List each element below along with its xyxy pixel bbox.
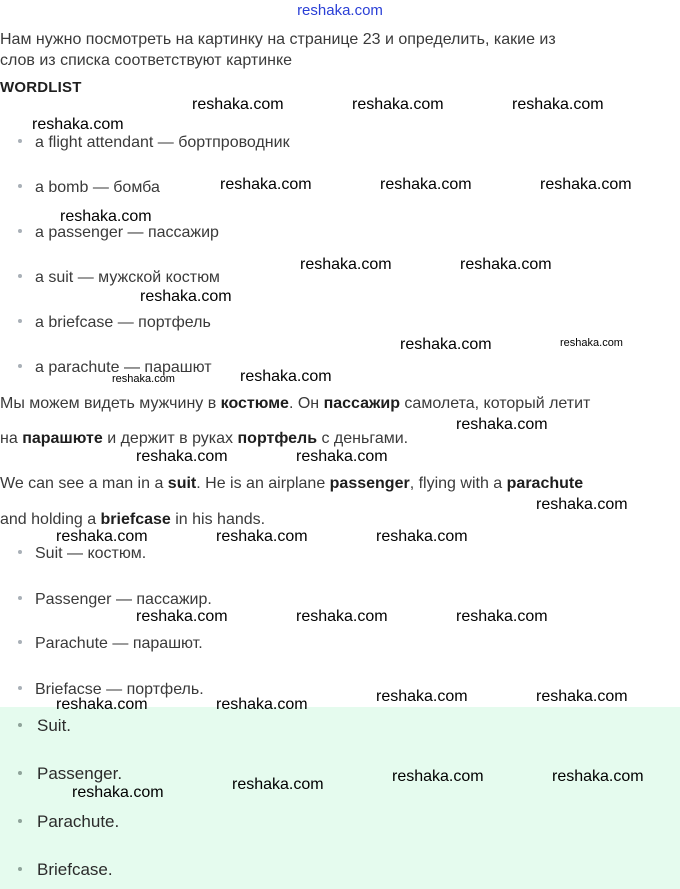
answer-item-text: Briefcase. xyxy=(37,860,113,879)
en-keyword: parachute xyxy=(506,475,584,492)
bullet-icon xyxy=(18,640,22,644)
bullet-icon xyxy=(18,319,22,323)
bullet-icon xyxy=(18,596,22,600)
translation-item-text: Parachute — парашют. xyxy=(35,635,203,652)
ru-keyword: костюме xyxy=(220,395,289,412)
bullet-icon xyxy=(18,819,22,823)
watermark: reshaka.com xyxy=(552,768,644,785)
bullet-icon xyxy=(18,364,22,368)
en-keyword: suit xyxy=(167,475,197,492)
watermark: reshaka.com xyxy=(112,373,175,385)
watermark: reshaka.com xyxy=(352,96,444,113)
translation-item-text: Briefacse — портфель. xyxy=(35,681,204,698)
wordlist-item-text: a parachute — парашют xyxy=(35,359,212,376)
bullet-icon xyxy=(18,550,22,554)
wordlist-item-text: a suit — мужской костюм xyxy=(35,269,220,286)
bullet-icon xyxy=(18,867,22,871)
ru-keyword: пассажир xyxy=(323,395,400,412)
wordlist-item xyxy=(18,314,211,332)
watermark: reshaka.com xyxy=(536,688,628,705)
watermark: reshaka.com xyxy=(376,688,468,705)
intro-cut-text: слов из списка соответствуют картинке xyxy=(0,56,293,69)
wordlist-item xyxy=(18,269,220,287)
answer-item xyxy=(18,764,122,784)
watermark: reshaka.com xyxy=(380,176,472,193)
watermark: reshaka.com xyxy=(512,96,604,113)
bullet-icon xyxy=(18,274,22,278)
watermark: reshaka.com xyxy=(56,528,148,545)
en-keyword: briefcase xyxy=(100,511,171,528)
bullet-icon xyxy=(18,771,22,775)
answer-item xyxy=(18,860,113,880)
translation-item-text: Suit — костюм. xyxy=(35,545,147,562)
answer-item-text: Parachute. xyxy=(37,812,120,831)
wordlist-item xyxy=(18,179,160,197)
translation-item xyxy=(18,591,212,609)
ru-paragraph-line-2: на парашюте и держит в руках портфель с деньгами. xyxy=(0,430,409,447)
translation-item-text: Passenger — пассажир. xyxy=(35,591,212,608)
en-keyword: passenger xyxy=(329,475,410,492)
wordlist-item-text: a passenger — пассажир xyxy=(35,224,219,241)
ru-paragraph-line-1: Мы можем видеть мужчину в костюме. Он пассажир самолета, который летит xyxy=(0,395,591,412)
answer-item xyxy=(18,812,119,832)
ru-keyword: парашюте xyxy=(22,430,103,447)
translation-item xyxy=(18,635,203,653)
watermark: reshaka.com xyxy=(540,176,632,193)
watermark: reshaka.com xyxy=(300,256,392,273)
watermark: reshaka.com xyxy=(216,528,308,545)
bullet-icon xyxy=(18,139,22,143)
bullet-icon xyxy=(18,723,22,727)
bullet-icon xyxy=(18,686,22,690)
en-paragraph-line-1: We can see a man in a suit. He is an airplane passenger, flying with a parachute xyxy=(0,475,584,492)
wordlist-item-text: a flight attendant — бортпроводник xyxy=(35,134,290,151)
bullet-icon xyxy=(18,229,22,233)
watermark: reshaka.com xyxy=(32,116,124,133)
watermark: reshaka.com xyxy=(216,696,308,713)
watermark: reshaka.com xyxy=(136,608,228,625)
answer-item-text: Suit. xyxy=(37,716,72,735)
wordlist-heading: WORDLIST xyxy=(0,79,82,96)
watermark: reshaka.com xyxy=(232,776,324,793)
watermark: reshaka.com xyxy=(456,608,548,625)
intro-text: Нам нужно посмотреть на картинку на странице 23 и определить, какие из xyxy=(0,31,556,48)
answer-item-text: Passenger. xyxy=(37,764,123,783)
watermark: reshaka.com xyxy=(136,448,228,465)
wordlist-item-text: a briefcase — портфель xyxy=(35,314,211,331)
watermark: reshaka.com xyxy=(60,208,152,225)
wordlist-item xyxy=(18,134,290,152)
watermark: reshaka.com xyxy=(536,496,628,513)
watermark: reshaka.com xyxy=(56,696,148,713)
watermark: reshaka.com xyxy=(296,448,388,465)
watermark: reshaka.com xyxy=(220,176,312,193)
watermark: reshaka.com xyxy=(400,336,492,353)
bullet-icon xyxy=(18,184,22,188)
en-paragraph-line-2: and holding a briefcase in his hands. xyxy=(0,511,266,528)
watermark: reshaka.com xyxy=(460,256,552,273)
watermark: reshaka.com xyxy=(560,337,623,349)
ru-keyword: портфель xyxy=(237,430,318,447)
watermark: reshaka.com xyxy=(240,368,332,385)
watermark: reshaka.com xyxy=(192,96,284,113)
wordlist-item-text: a bomb — бомба xyxy=(35,179,160,196)
watermark: reshaka.com xyxy=(296,608,388,625)
watermark: reshaka.com xyxy=(140,288,232,305)
site-brand-link[interactable]: reshaka.com xyxy=(297,2,383,19)
wordlist-item xyxy=(18,224,219,242)
answer-item xyxy=(18,716,71,736)
watermark: reshaka.com xyxy=(72,784,164,801)
translation-item xyxy=(18,545,146,563)
watermark: reshaka.com xyxy=(376,528,468,545)
watermark: reshaka.com xyxy=(392,768,484,785)
watermark: reshaka.com xyxy=(456,416,548,433)
